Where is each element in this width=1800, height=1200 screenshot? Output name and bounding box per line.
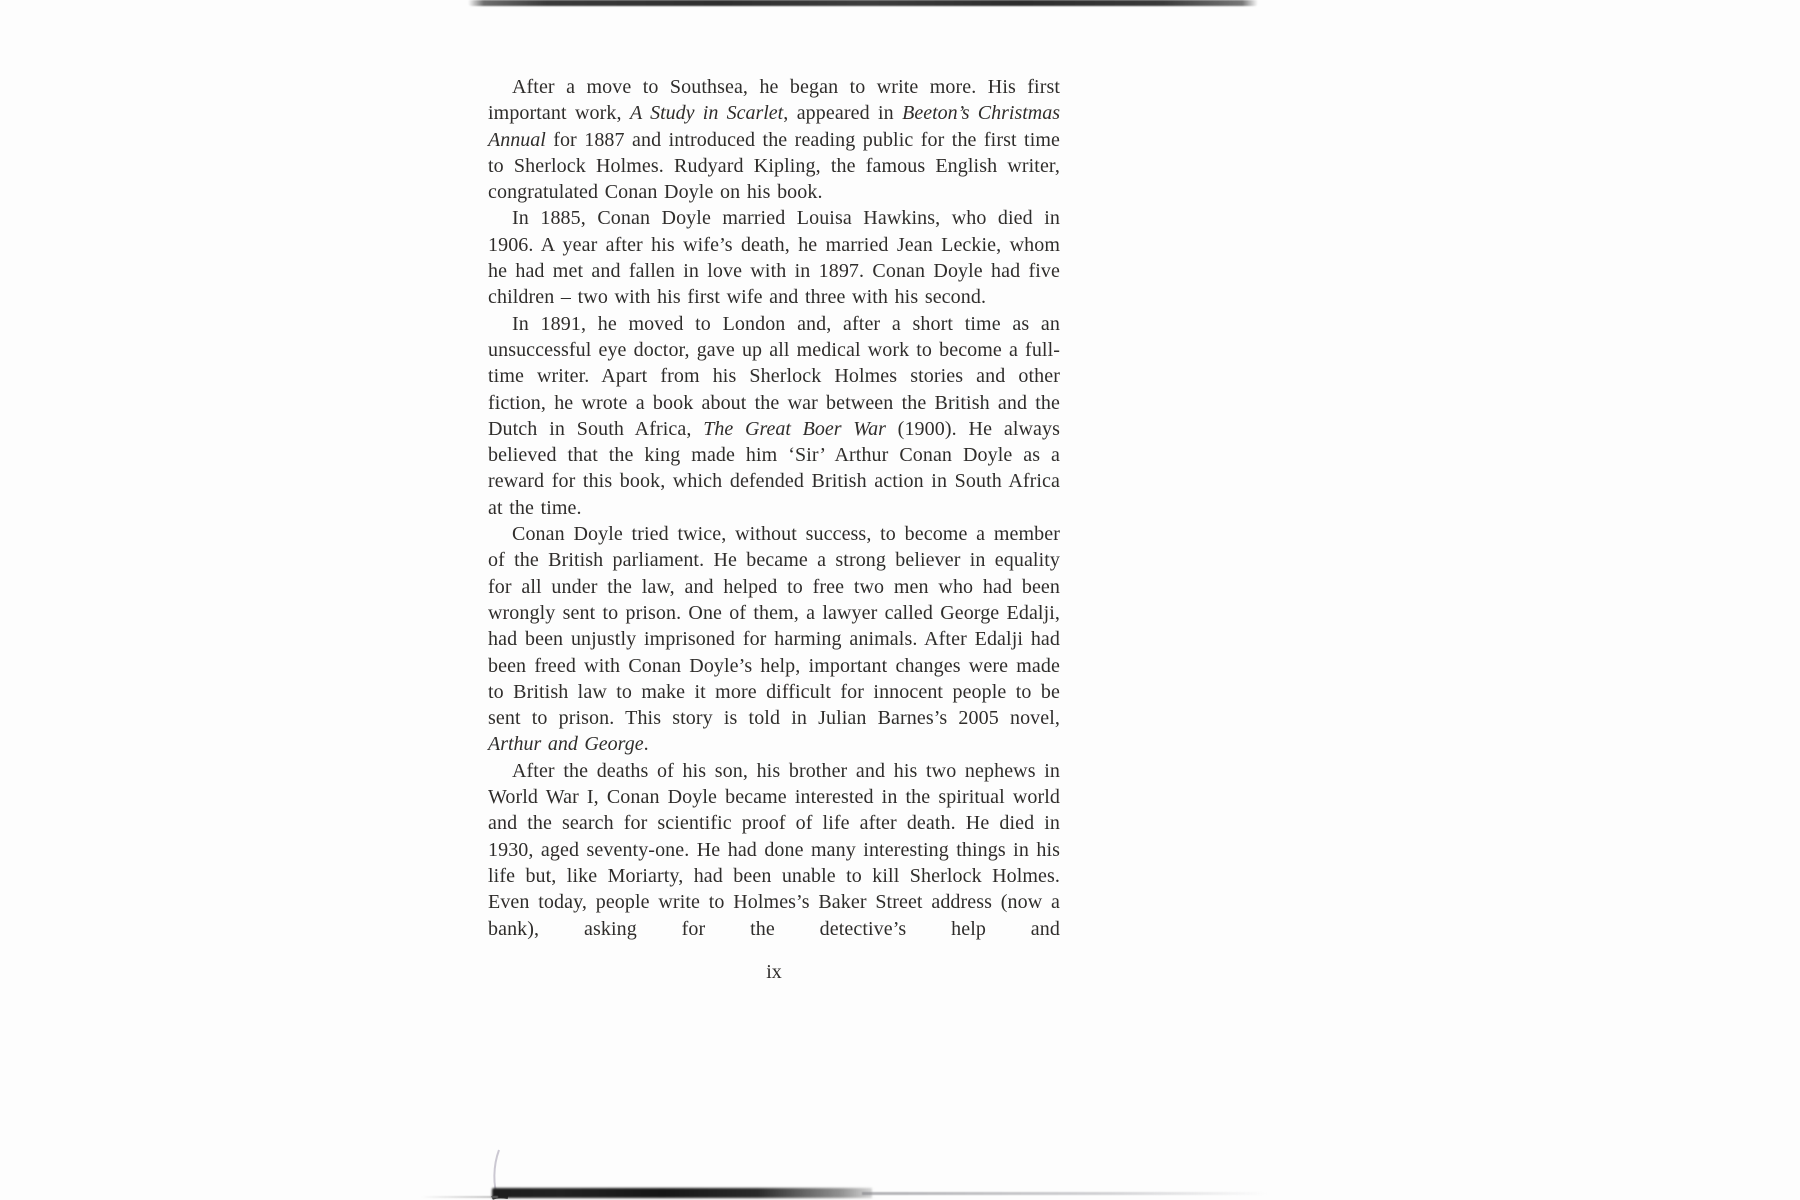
text-run: . <box>643 733 649 756</box>
italic-text-run: A Study in Scarlet <box>629 102 784 125</box>
text-run: , appeared in <box>783 102 903 125</box>
text-run: for 1887 and introduced the reading public for the first time to Sherlock Holmes. Rudyard Kipling, the famous English writer, congratulated Conan Doyle on his book. <box>488 128 1060 204</box>
italic-text-run: The Great Boer War <box>703 417 886 440</box>
text-run: (1900). He always believed that the king made him ‘Sir’ Arthur Conan Doyle as a reward for this book, which defended British action in South Africa at the time. <box>488 417 1061 519</box>
text-run: After the deaths of his son, his brother and his two nephews in World War I, Conan Doyle became interested in the spiritual world and the search for scientific proof of life after death. He died in 1930, aged seventy-one. He had done many interesting things in his life but, like Moriarty, had been unable to kill Sherlock Holmes. Even today, people write to Holmes’s Baker Street address (now a bank), asking for the detective’s help and <box>488 759 1060 940</box>
text-run: After a move to Southsea, he began to write more. His first important work, <box>488 76 1060 125</box>
italic-text-run: Beeton’s Christmas Annual <box>488 102 1061 151</box>
scan-edge-bottom-faint <box>862 1192 1267 1195</box>
page-body-text <box>488 74 1060 942</box>
paragraph <box>488 521 1060 758</box>
text-run: In 1885, Conan Doyle married Louisa Hawkins, who died in 1906. A year after his wife’s death, he married Jean Leckie, whom he had met and fallen in love with in 1897. Conan Doyle had five children – two with his first wife and three with his second. <box>488 207 1060 309</box>
scan-edge-top <box>468 0 1258 6</box>
scan-edge-bottom <box>492 1188 872 1198</box>
paragraph <box>488 758 1060 942</box>
text-run: In 1891, he moved to London and, after a short time as an unsuccessful eye doctor, gave up all medical work to become a full-time writer. Apart from his Sherlock Holmes stories and other fiction, he wrote a book about the war between the British and the Dutch in South Africa, <box>488 312 1060 440</box>
text-run: Conan Doyle tried twice, without success, to become a member of the British parliament. He became a strong believer in equality for all under the law, and helped to free two men who had been wrongly sent to prison. One of them, a lawyer called George Edalji, had been unjustly imprisoned for harming animals. After Edalji had been freed with Conan Doyle’s help, important changes were made to British law to make it more difficult for innocent people to be sent to prison. This story is told in Julian Barnes’s 2005 novel, <box>488 523 1060 730</box>
italic-text-run: Arthur and George <box>488 733 644 756</box>
page-number: ix <box>766 961 782 983</box>
paragraph <box>488 311 1060 521</box>
scan-edge-bottom-left <box>420 1196 498 1198</box>
paragraph <box>488 205 1060 310</box>
paragraph <box>488 74 1060 205</box>
